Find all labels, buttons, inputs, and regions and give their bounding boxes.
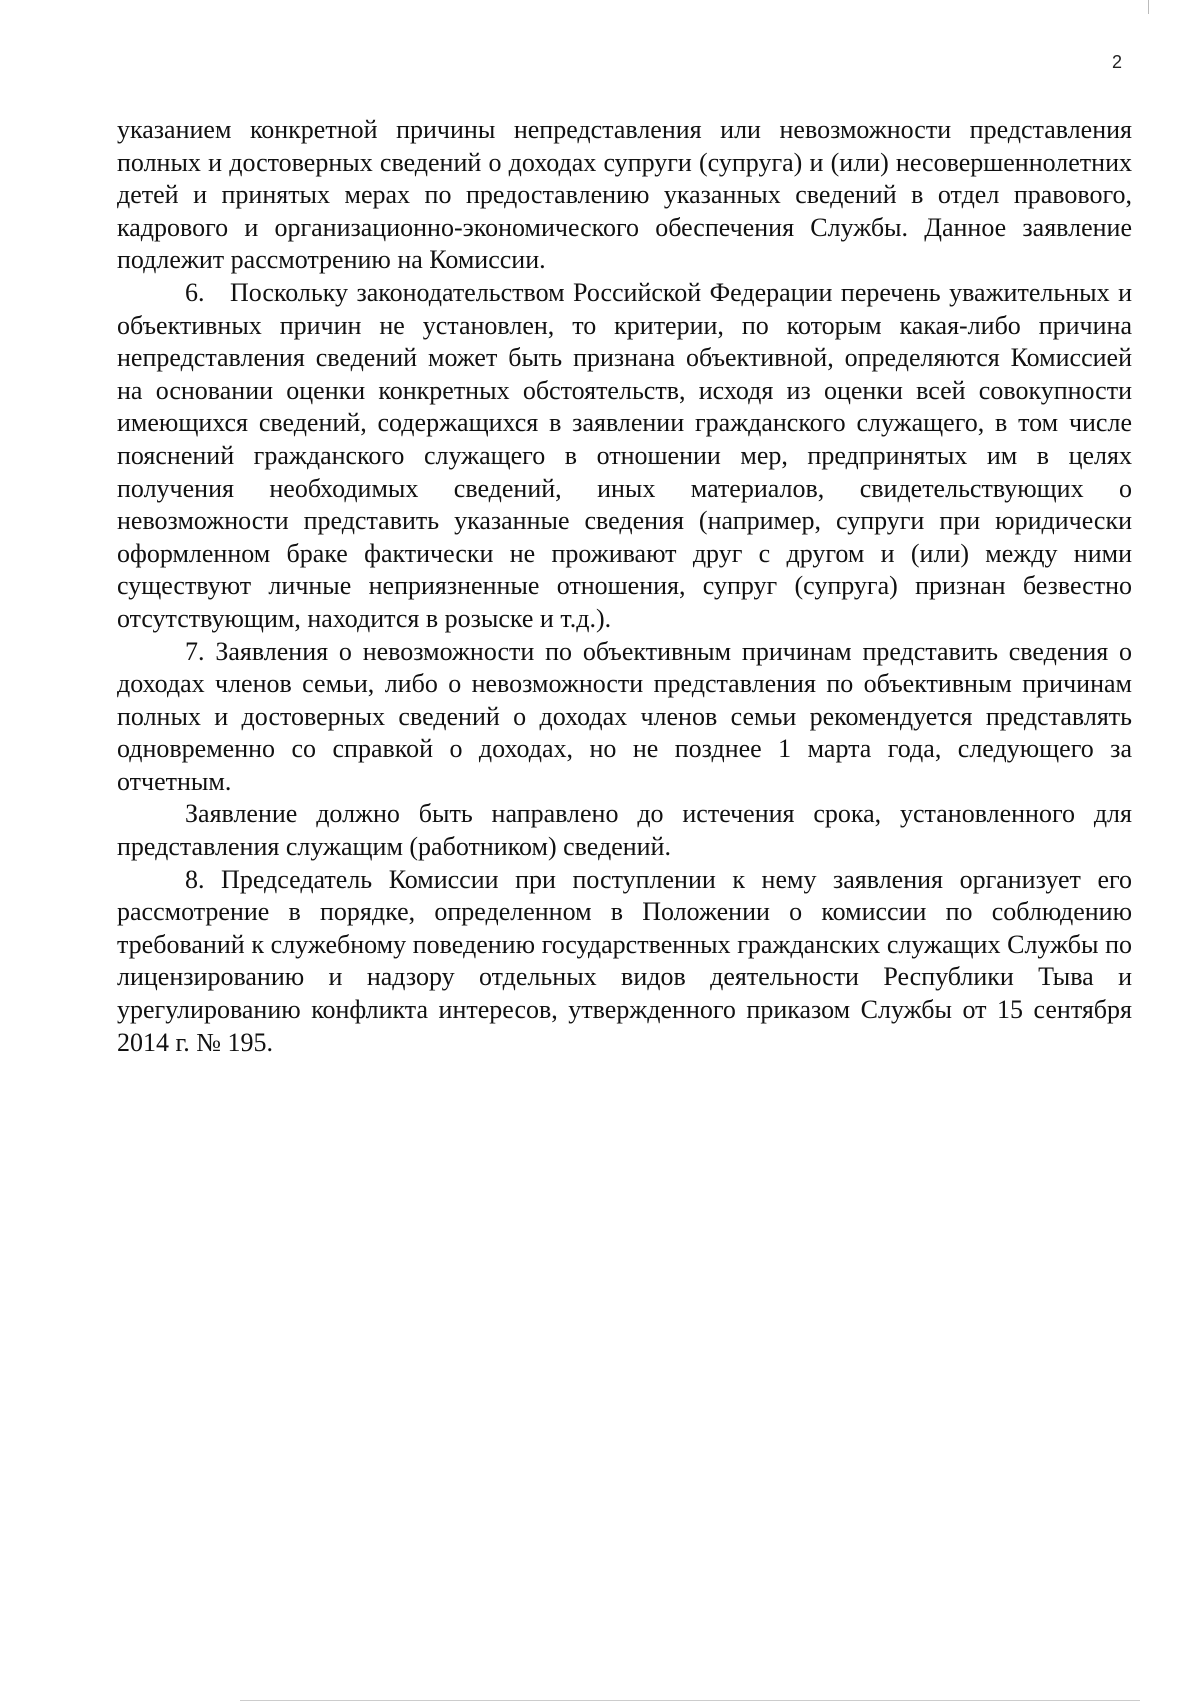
page-number: 2 [1112, 52, 1123, 72]
paragraph-item-7: 7. Заявления о невозможности по объективным причинам представить сведения о доходах членов семьи, либо о невозможности представления по объективным причинам полных и достоверных сведений о доходах членов семьи рекомендуется представлять одновременно со справкой о доходах, но не позднее 1 марта года, следующего за отчетным. [117, 636, 1132, 796]
paragraph-item-8: 8. Председатель Комиссии при поступлении к нему заявления организует его рассмотрение в порядке, определенном в Положении о комиссии по соблюдению требований к служебному поведению государственных гражданских служащих Службы по лицензированию и надзору отдельных видов деятельности Республики Тыва и урегулированию конфликта интересов, утвержденного приказом Службы от 15 сентября 2014 г. № 195. [117, 864, 1132, 1057]
scan-artifact-bottom [240, 1700, 1140, 1701]
paragraph-item-6: 6. Поскольку законодательством Российской Федерации перечень уважительных и объективных причин не установлен, то критерии, по которым какая-либо причина непредставления сведений может быть признана объективной, определяются Комиссией на основании оценки конкретных обстоятельств, исходя из оценки всей совокупности имеющихся сведений, содержащихся в заявлении гражданского служащего, в том числе пояснений гражданского служащего в отношении мер, предпринятых им в целях получения необходимых сведений, иных материалов, свидетельствующих о невозможности представить указанные сведения (например, супруги при юридически оформленном браке фактически не проживают друг с другом и (или) между ними существуют личные неприязненные отношения, супруг (супруга) признан безвестно отсутствующим, находится в розыске и т.д.). [117, 277, 1132, 633]
paragraph-deadline: Заявление должно быть направлено до истечения срока, установленного для представления служащим (работником) сведений. [117, 799, 1132, 862]
scan-artifact-top [1148, 0, 1149, 14]
paragraph-continuation: указанием конкретной причины непредставления или невозможности представления полных и достоверных сведений о доходах супруги (супруга) и (или) несовершеннолетних детей и принятых мерах по предоставлению указанных сведений в отдел правового, кадрового и организационно-экономического обеспечения Службы. Данное заявление подлежит рассмотрению на Комиссии. [117, 115, 1132, 275]
document-body [117, 114, 1132, 1059]
